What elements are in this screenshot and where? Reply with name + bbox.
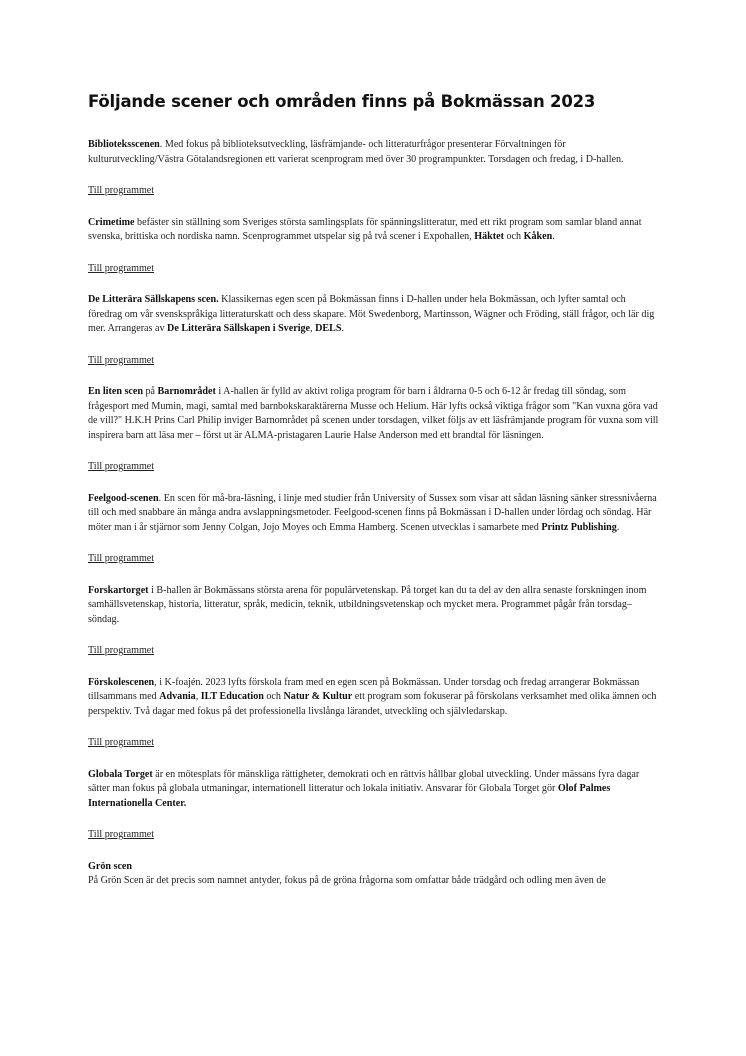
body-text: , i K-foajén. 2023 lyfts förskola fram med en egen scen på Bokmässan. Under torsdag och fredag arrangerar Bokmässan tillsammans med — [88, 676, 640, 702]
bold-text: Crimetime — [88, 216, 135, 228]
bold-text: Natur & Kultur — [283, 691, 353, 702]
bold-text: Feelgood-scenen — [88, 492, 159, 504]
section-feelgood-scenen-paragraph — [88, 492, 660, 536]
bold-text: En liten scen — [88, 386, 143, 397]
bold-text: Forskartorget — [88, 584, 149, 596]
bold-text: Barnområdet — [157, 386, 216, 397]
bold-text: Globala Torget — [88, 768, 153, 780]
body-text: , — [195, 691, 201, 702]
section-gron-scen-paragraph — [88, 860, 660, 889]
program-link-litterara-sallskapens-scen[interactable]: Till programmet — [88, 354, 155, 366]
body-text: . — [341, 323, 344, 334]
body-text: i A-hallen är fylld av aktivt roliga program för barn i åldrarna 0-5 och 6-12 år fredag till söndag, som frågesport med Mumin, magi, samtal med barnbokskaraktärerna Musse och Helium. Här lyfts också viktiga frågor som "Kan vuxna göra vad de vill?" H.K.H Prins Carl Philip inviger Barnområdet på scenen under torsdagen, vilket följs av ett läsfrämjande program för vuxna som vill inspirera barn att läsa mer – först ut är ALMA-pristagaren Laurie Halse Anderson med ett brandtal för läsningen. — [88, 386, 659, 441]
section-heading: Grön scen — [88, 860, 133, 872]
bold-text: DELS — [315, 323, 342, 334]
body-text: befäster sin ställning som Sveriges största samlingsplats för spänningslitteratur, med ett rikt program som samlar bland annat svenska, brittiska och nordiska namn. Scenprogrammet utspelar sig på två scener i Expohallen, — [88, 216, 642, 242]
bold-text: Förskolescenen — [88, 676, 155, 688]
body-text: . — [616, 521, 620, 533]
body-text: är en mötesplats för mänskliga rättigheter, demokrati och en rättvis hållbar global utveckling. Under mässans fyra dagar sätter man fokus på globala utmaningar, internationell litteratur och lokala initiativ. Ansvarar för Globala Torget gör — [88, 768, 640, 794]
body-text: och — [263, 691, 284, 702]
bold-text: Biblioteksscenen — [88, 139, 160, 150]
bold-text: Olof Palmes Internationella Center. — [88, 783, 611, 809]
program-link-crimetime[interactable]: Till programmet — [88, 262, 155, 274]
program-link-en-liten-scen[interactable]: Till programmet — [88, 461, 155, 472]
section-globala-torget-paragraph — [88, 768, 660, 812]
body-text: , — [310, 323, 316, 334]
body-text: Klassikernas egen scen på Bokmässan finns i D-hallen under hela Bokmässan, och lyfter samtal och föredrag om vår svenskspråkiga litteraturskatt och dess skapare. Möt Swedenborg, Martinsson, Wägner och Fröding, ställ frågor, och lär dig mer. Arrangeras av — [88, 294, 655, 334]
document-body — [88, 138, 660, 906]
section-litterara-sallskapens-scen-paragraph — [88, 293, 660, 337]
program-link-forskartorget[interactable]: Till programmet — [88, 645, 155, 656]
bold-text: Printz Publishing — [541, 521, 617, 533]
program-link-biblioteksscenen[interactable]: Till programmet — [88, 185, 155, 196]
body-text: . En scen för må-bra-läsning, i linje med studier från University of Sussex som visar att sådan läsning sänker stressnivåerna till och med snabbare än många andra avslappningsmetoder. Feelgood-scenen finns på Bokmässan i D-hallen under lördag och söndag. Här möter man i år stjärnor som Jenny Colgan, Jojo Moyes och Emma Hamberg. Scenen utvecklas i samarbete med — [88, 492, 657, 533]
body-text: ett program som fokuserar på förskolans verksamhet med olika ämnen och perspektiv. Två dagar med fokus på det professionella livslånga lärandet, utveckling och självledarskap. — [88, 691, 657, 717]
section-crimetime-paragraph — [88, 216, 660, 245]
body-text: På Grön Scen är det precis som namnet antyder, fokus på de gröna frågorna som omfattar både trädgård och odling men även de — [88, 875, 606, 886]
section-forskartorget-paragraph — [88, 584, 660, 628]
program-link-feelgood-scenen[interactable]: Till programmet — [88, 553, 155, 564]
program-link-globala-torget[interactable]: Till programmet — [88, 829, 155, 840]
bold-text: Kåken — [523, 231, 553, 242]
bold-text: De Litterära Sällskapen i Sverige — [167, 323, 311, 334]
page-title: Följande scener och områden finns på Bokmässan 2023 — [88, 92, 596, 111]
section-forskolescenen-paragraph — [88, 676, 660, 720]
body-text: och — [503, 231, 524, 242]
body-text: . — [552, 231, 555, 242]
bold-text: ILT Education — [200, 691, 264, 702]
body-text: . Med fokus på biblioteksutveckling, läsfrämjande- och litteraturfrågor presenterar Förvaltningen för kulturutveckling/Västra Götalandsregionen ett varierat scenprogram med över 30 programpunkter. Torsdagen och fredag, i D-hallen. — [88, 139, 624, 165]
section-biblioteksscenen-paragraph — [88, 138, 660, 167]
bold-text: De Litterära Sällskapens scen. — [88, 294, 219, 305]
bold-text: Häktet — [474, 231, 504, 242]
body-text: på — [142, 386, 158, 397]
bold-text: Advania — [159, 691, 196, 702]
program-link-forskolescenen[interactable]: Till programmet — [88, 737, 155, 748]
body-text: i B-hallen är Bokmässans största arena för populärvetenskap. På torget kan du ta del av den allra senaste forskningen inom samhällsvetenskap, historia, litteratur, språk, medicin, teknik, utbildningsvetenskap och mycket mera. Programmet pågår från torsdag–söndag. — [88, 584, 647, 625]
section-en-liten-scen-paragraph — [88, 385, 660, 443]
